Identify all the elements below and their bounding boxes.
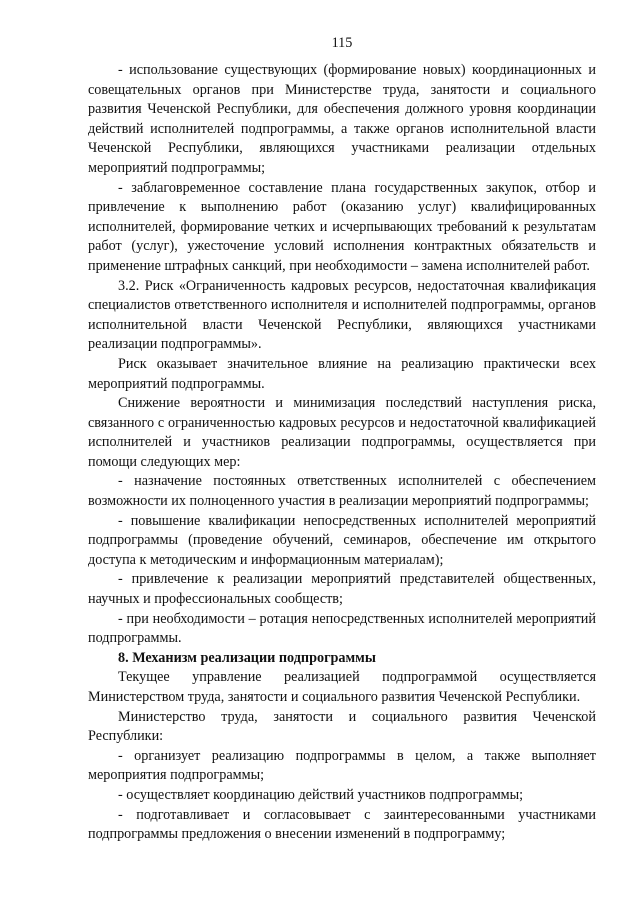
page-number: 115 [331, 35, 353, 51]
paragraph: Министерство труда, занятости и социального развития Чеченской Республики: [88, 708, 596, 745]
document-page [88, 0, 596, 905]
paragraph: - организует реализацию подпрограммы в целом, а также выполняет мероприятия подпрограммы; [88, 747, 596, 784]
paragraph: Риск оказывает значительное влияние на реализацию практически всех мероприятий подпрограммы. [88, 355, 596, 392]
paragraph: - подготавливает и согласовывает с заинтересованными участниками подпрограммы предложения о внесении изменений в подпрограмму; [88, 806, 596, 843]
paragraph: - заблаговременное составление плана государственных закупок, отбор и привлечение к выполнению работ (оказанию услуг) квалифицированных исполнителей, формирование четких и исчерпывающих требований к результатам работ (услуг), ужесточение условий исполнения контрактных обязательств и применение штрафных санкций, при необходимости – замена исполнителей работ. [88, 179, 596, 274]
document-body [88, 61, 596, 845]
section-heading: 8. Механизм реализации подпрограммы [118, 649, 376, 666]
paragraph: - назначение постоянных ответственных исполнителей с обеспечением возможности их полноценного участия в реализации мероприятий подпрограммы; [88, 473, 596, 510]
paragraph: - при необходимости – ротация непосредственных исполнителей мероприятий подпрограммы. [88, 610, 596, 647]
paragraph: - привлечение к реализации мероприятий представителей общественных, научных и профессиональных сообществ; [88, 571, 596, 608]
paragraph: 3.2. Риск «Ограниченность кадровых ресурсов, недостаточная квалификация специалистов ответственного исполнителя и исполнителей подпрограммы, органов исполнительной власти Чеченской Республики, являющихся участниками реализации подпрограммы». [88, 277, 596, 353]
paragraph: Снижение вероятности и минимизация последствий наступления риска, связанного с ограниченностью кадровых ресурсов и недостаточной квалификацией исполнителей и участников реализации подпрограммы, осуществляется при помощи следующих мер: [88, 395, 596, 470]
paragraph: - использование существующих (формирование новых) координационных и совещательных органов при Министерстве труда, занятости и социального развития Чеченской Республики, для обеспечения должного уровня координации действий исполнителей подпрограммы, а также органов исполнительной власти Чеченской Республики, являющихся участниками реализации отдельных мероприятий подпрограммы; [88, 62, 596, 176]
paragraph: - повышение квалификации непосредственных исполнителей мероприятий подпрограммы (проведение обучений, семинаров, обеспечение им открытого доступа к методическим и информационным материалам); [88, 512, 596, 568]
paragraph: - осуществляет координацию действий участников подпрограммы; [118, 786, 524, 803]
paragraph: Текущее управление реализацией подпрограммой осуществляется Министерством труда, занятости и социального развития Чеченской Республики. [88, 669, 596, 705]
